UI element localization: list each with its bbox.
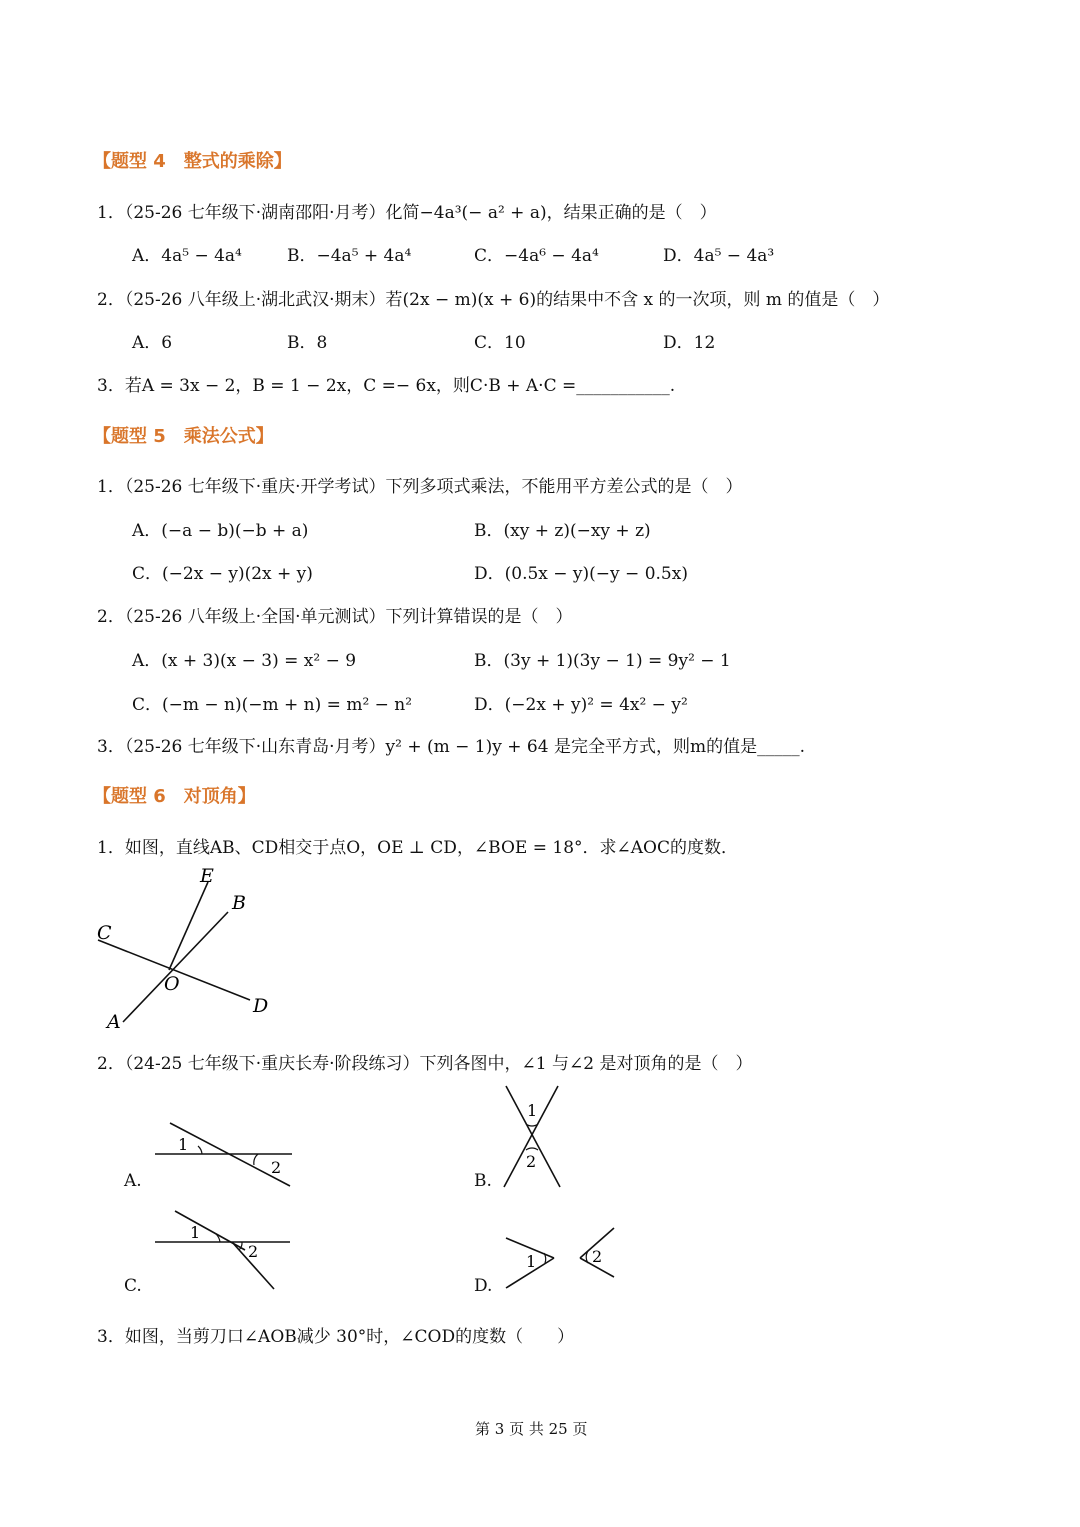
option-5-1-d: D．(0.5x − y)(−y − 0.5x) xyxy=(474,564,688,584)
figure-option-b xyxy=(498,1082,568,1192)
option-4-1-a: A．4a⁵ − 4a⁴ xyxy=(132,246,242,266)
page-footer: 第 3 页 共 25 页 xyxy=(475,1420,588,1438)
question-4-2: 2．（25-26 八年级上·湖北武汉·期末）若(2x − m)(x + 6)的结果中不含 x 的一次项，则 m 的值是（ ） xyxy=(97,290,890,310)
option-5-2-d: D．(−2x + y)² = 4x² − y² xyxy=(474,695,688,715)
question-6-3: 3．如图，当剪刀口∠AOB减少 30°时，∠COD的度数（ ） xyxy=(97,1327,575,1347)
label-a: A xyxy=(107,1011,121,1033)
option-5-1-c: C．(−2x − y)(2x + y) xyxy=(132,564,313,584)
option-6-2-c: C. xyxy=(124,1276,142,1296)
angle-arc-2 xyxy=(526,1148,538,1150)
label-e: E xyxy=(200,865,214,887)
question-5-3: 3．（25-26 七年级下·山东青岛·月考）y² + (m − 1)y + 64 是完全平方式，则m的值是_____. xyxy=(97,737,805,757)
angle-label-1: 1 xyxy=(178,1135,189,1154)
angle-label-1: 1 xyxy=(527,1101,538,1120)
ray-oe xyxy=(169,882,208,970)
option-4-1-b: B．−4a⁵ + 4a⁴ xyxy=(287,246,412,266)
question-5-2: 2．（25-26 八年级上·全国·单元测试）下列计算错误的是（ ） xyxy=(97,607,573,627)
angle-arc-1 xyxy=(198,1146,202,1154)
question-6-1: 1．如图，直线AB、CD相交于点O，OE ⊥ CD，∠BOE = 18°．求∠AOC的度数． xyxy=(97,838,738,858)
option-6-2-b: B. xyxy=(474,1171,492,1191)
section-title-4: 【题型 4 整式的乘除】 xyxy=(93,151,292,172)
section-title-6: 【题型 6 对顶角】 xyxy=(93,786,256,807)
angle-arc-1 xyxy=(526,1124,538,1126)
option-4-2-a: A．6 xyxy=(132,333,173,353)
option-5-1-b: B．(xy + z)(−xy + z) xyxy=(474,521,651,541)
angle-label-2: 2 xyxy=(526,1152,537,1171)
angle-label-2: 2 xyxy=(248,1242,259,1261)
question-4-1: 1．（25-26 七年级下·湖南邵阳·月考）化简−4a³(− a² + a)，结果正确的是（ ） xyxy=(97,203,717,223)
option-4-2-b: B．8 xyxy=(287,333,328,353)
option-4-2-d: D．12 xyxy=(663,333,716,353)
angle-label-2: 2 xyxy=(592,1247,603,1266)
question-4-3: 3．若A = 3x − 2，B = 1 − 2x，C =− 6x，则C·B + A·C =___________. xyxy=(97,376,676,396)
label-c: C xyxy=(97,922,112,944)
section-title-5: 【题型 5 乘法公式】 xyxy=(93,426,274,447)
option-5-2-a: A．(x + 3)(x − 3) = x² − 9 xyxy=(132,651,357,671)
angle-label-1: 1 xyxy=(526,1252,537,1271)
angle-label-1: 1 xyxy=(190,1223,201,1242)
angle-arc-2 xyxy=(254,1154,258,1165)
label-o: O xyxy=(164,973,180,995)
figure-intersecting-lines xyxy=(90,860,290,1035)
option-4-2-c: C．10 xyxy=(474,333,526,353)
option-4-1-c: C．−4a⁶ − 4a⁴ xyxy=(474,246,599,266)
question-6-2: 2．（24-25 七年级下·重庆长寿·阶段练习）下列各图中，∠1 与∠2 是对顶角的是（ ） xyxy=(97,1054,753,1074)
option-5-1-a: A．(−a − b)(−b + a) xyxy=(132,521,309,541)
figure-option-d xyxy=(500,1222,625,1292)
label-b: B xyxy=(232,892,246,914)
option-5-2-b: B．(3y + 1)(3y − 1) = 9y² − 1 xyxy=(474,651,731,671)
angle-arc-2 xyxy=(586,1251,588,1263)
figure-option-c xyxy=(150,1205,300,1295)
option-5-2-c: C．(−m − n)(−m + n) = m² − n² xyxy=(132,695,413,715)
angle-arc-1 xyxy=(544,1253,546,1263)
label-d: D xyxy=(253,995,269,1017)
option-6-2-d: D. xyxy=(474,1276,493,1296)
option-4-1-d: D．4a⁵ − 4a³ xyxy=(663,246,775,266)
question-5-1: 1．（25-26 七年级下·重庆·开学考试）下列多项式乘法，不能用平方差公式的是（ ） xyxy=(97,477,743,497)
figure-option-a xyxy=(150,1118,300,1193)
line-ab xyxy=(123,912,228,1022)
option-6-2-a: A. xyxy=(124,1171,142,1191)
angle-label-2: 2 xyxy=(271,1158,282,1177)
